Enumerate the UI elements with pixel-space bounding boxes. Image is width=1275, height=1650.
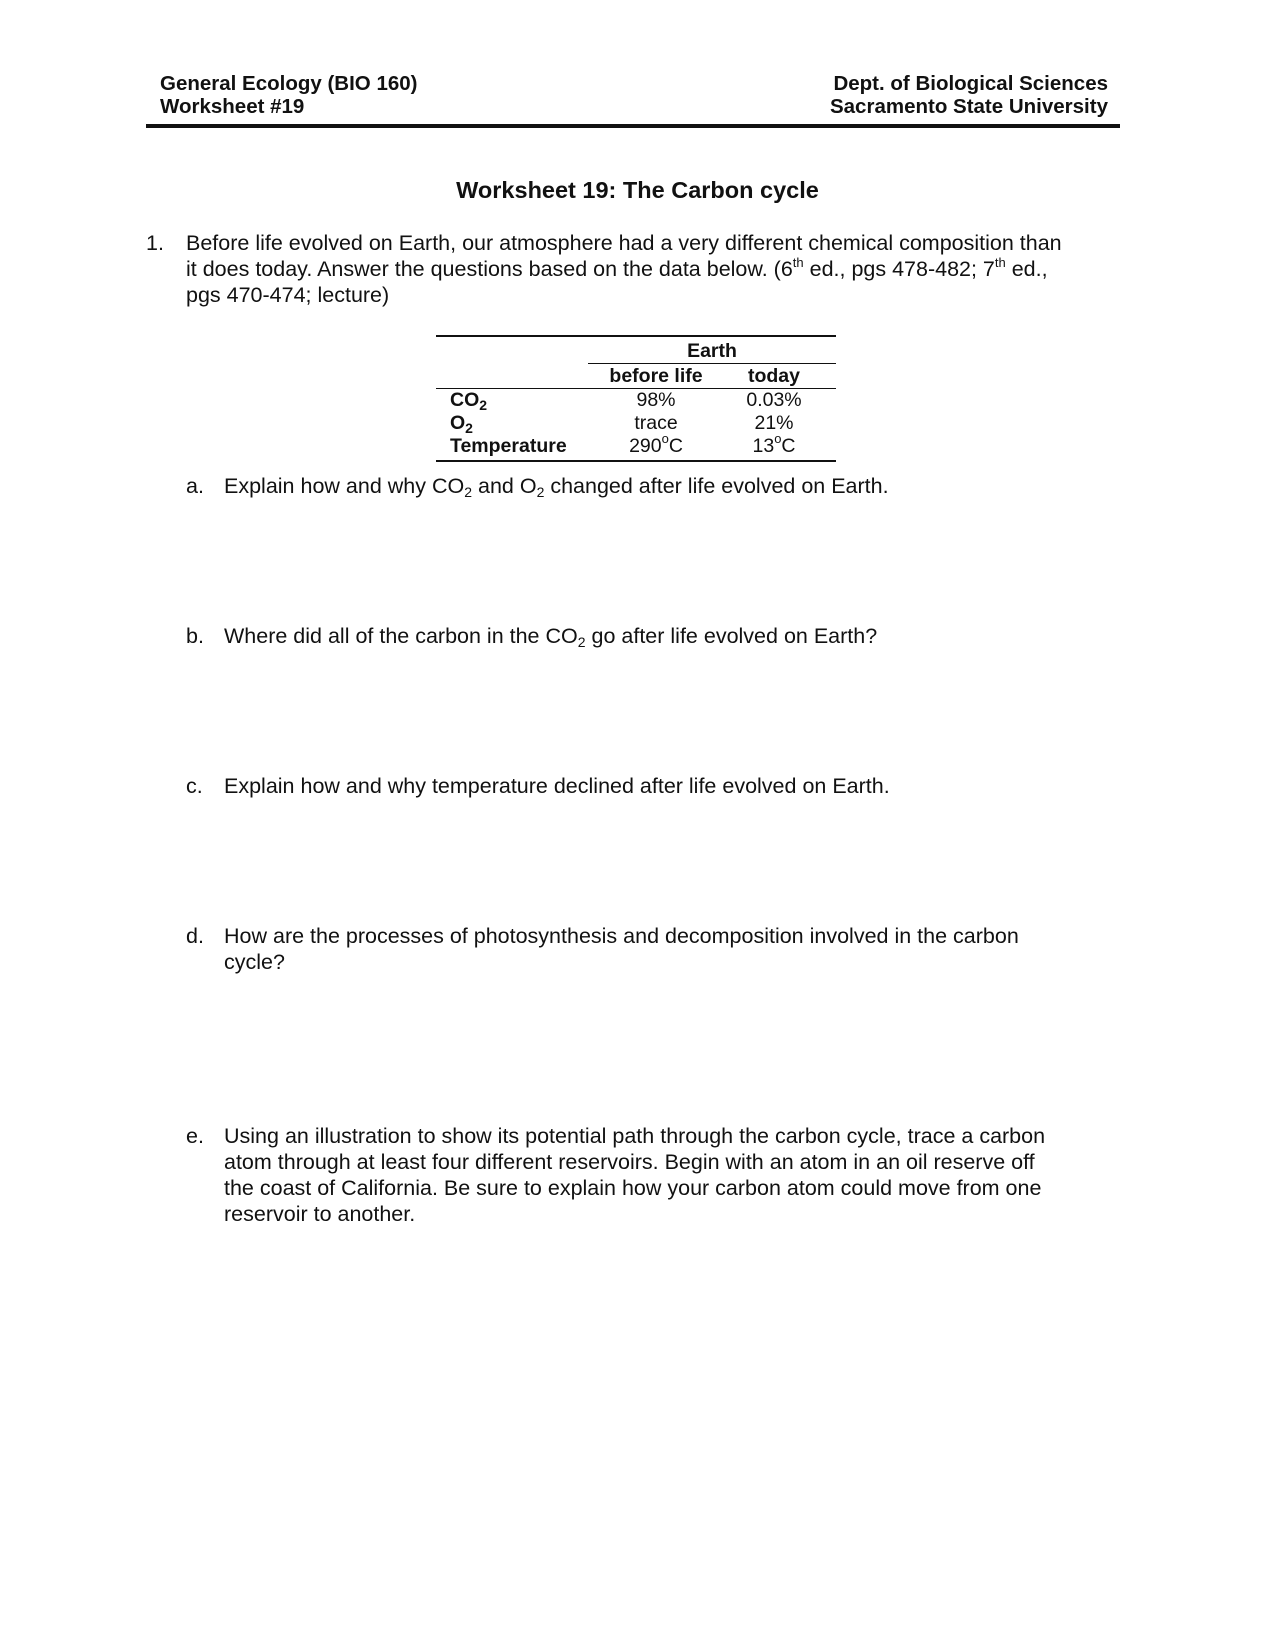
question-line	[186, 256, 1126, 282]
sub-question-line: reservoir to another.	[224, 1202, 416, 1226]
sub-question-line	[224, 473, 1124, 499]
col-header-today: today	[747, 365, 800, 387]
header-right	[830, 72, 1108, 118]
row-label-o2	[450, 412, 473, 435]
sub-question-line	[224, 623, 1124, 649]
sub-question-letter: a.	[186, 474, 204, 498]
sub-question-line: Using an illustration to show its potential path through the carbon cycle, trace a carbon	[224, 1124, 1046, 1148]
table-group-header: Earth	[687, 340, 737, 362]
col-header-before-life: before life	[609, 365, 703, 387]
sub-question-text	[224, 923, 1124, 975]
degree-sign: o	[774, 431, 782, 446]
header-left	[160, 72, 417, 118]
cell-temperature-before	[588, 431, 724, 458]
text-run: it does today. Answer the questions based on the data below. (6	[186, 257, 793, 281]
sub-question-text	[224, 623, 1124, 649]
page-title: Worksheet 19: The Carbon cycle	[456, 177, 819, 203]
sub-question-line: atom through at least four different reservoirs. Begin with an atom in an oil reserve off	[224, 1150, 1035, 1174]
subscript: 2	[536, 484, 545, 500]
worksheet-number: Worksheet #19	[160, 95, 305, 118]
university-name: Sacramento State University	[829, 95, 1108, 118]
sub-question-letter: d.	[186, 924, 204, 948]
question-line: Before life evolved on Earth, our atmosphere had a very different chemical composition than	[186, 231, 1062, 255]
sub-question-letter: b.	[186, 624, 204, 648]
sub-question-text	[224, 1123, 1124, 1227]
degree-sign: o	[661, 431, 669, 446]
sub-question-line: Explain how and why temperature declined after life evolved on Earth.	[224, 774, 890, 798]
row-label-temperature: Temperature	[450, 435, 567, 457]
subscript: 2	[479, 397, 488, 413]
sub-question-letter: e.	[186, 1124, 204, 1148]
row-label-text: O	[450, 412, 466, 434]
sub-question-letter: c.	[186, 774, 203, 798]
cell-co2-today: 0.03%	[746, 389, 802, 411]
page-header	[146, 72, 1120, 128]
cell-o2-today: 21%	[754, 412, 794, 434]
text-run: Explain how and why CO	[224, 474, 465, 498]
table-bottom-rule	[436, 460, 836, 462]
superscript: th	[994, 255, 1006, 270]
unit-text: C	[668, 435, 683, 457]
sub-question-line: cycle?	[224, 950, 285, 974]
text-run: changed after life evolved on Earth.	[544, 474, 889, 498]
subscript: 2	[464, 484, 473, 500]
sub-question-text	[224, 773, 1124, 799]
cell-o2-before: trace	[634, 412, 678, 434]
text-run: ed.,	[1005, 257, 1048, 281]
row-label-text: CO	[450, 389, 480, 411]
sub-question-line: How are the processes of photosynthesis and decomposition involved in the carbon	[224, 924, 1019, 948]
text-run: and O	[472, 474, 537, 498]
sub-question-line: the coast of California. Be sure to explain how your carbon atom could move from one	[224, 1176, 1042, 1200]
text-run: ed., pgs 478-482; 7	[803, 257, 995, 281]
superscript: th	[792, 255, 804, 270]
subscript: 2	[577, 634, 586, 650]
text-run: go after life evolved on Earth?	[585, 624, 878, 648]
value-text: 290	[629, 435, 662, 457]
question-number: 1.	[146, 231, 164, 255]
cell-co2-before: 98%	[636, 389, 676, 411]
table-top-rule	[436, 335, 836, 337]
cell-temperature-today	[712, 431, 836, 458]
department-name: Dept. of Biological Sciences	[833, 72, 1108, 95]
value-text: 13	[752, 435, 775, 457]
row-label-co2	[450, 389, 487, 412]
question-text	[186, 230, 1126, 308]
subscript: 2	[465, 420, 473, 436]
text-run: Where did all of the carbon in the CO	[224, 624, 578, 648]
course-name: General Ecology (BIO 160)	[160, 72, 418, 95]
unit-text: C	[781, 435, 796, 457]
table-group-rule	[588, 363, 836, 364]
question-line: pgs 470-474; lecture)	[186, 283, 390, 307]
sub-question-text	[224, 473, 1124, 499]
